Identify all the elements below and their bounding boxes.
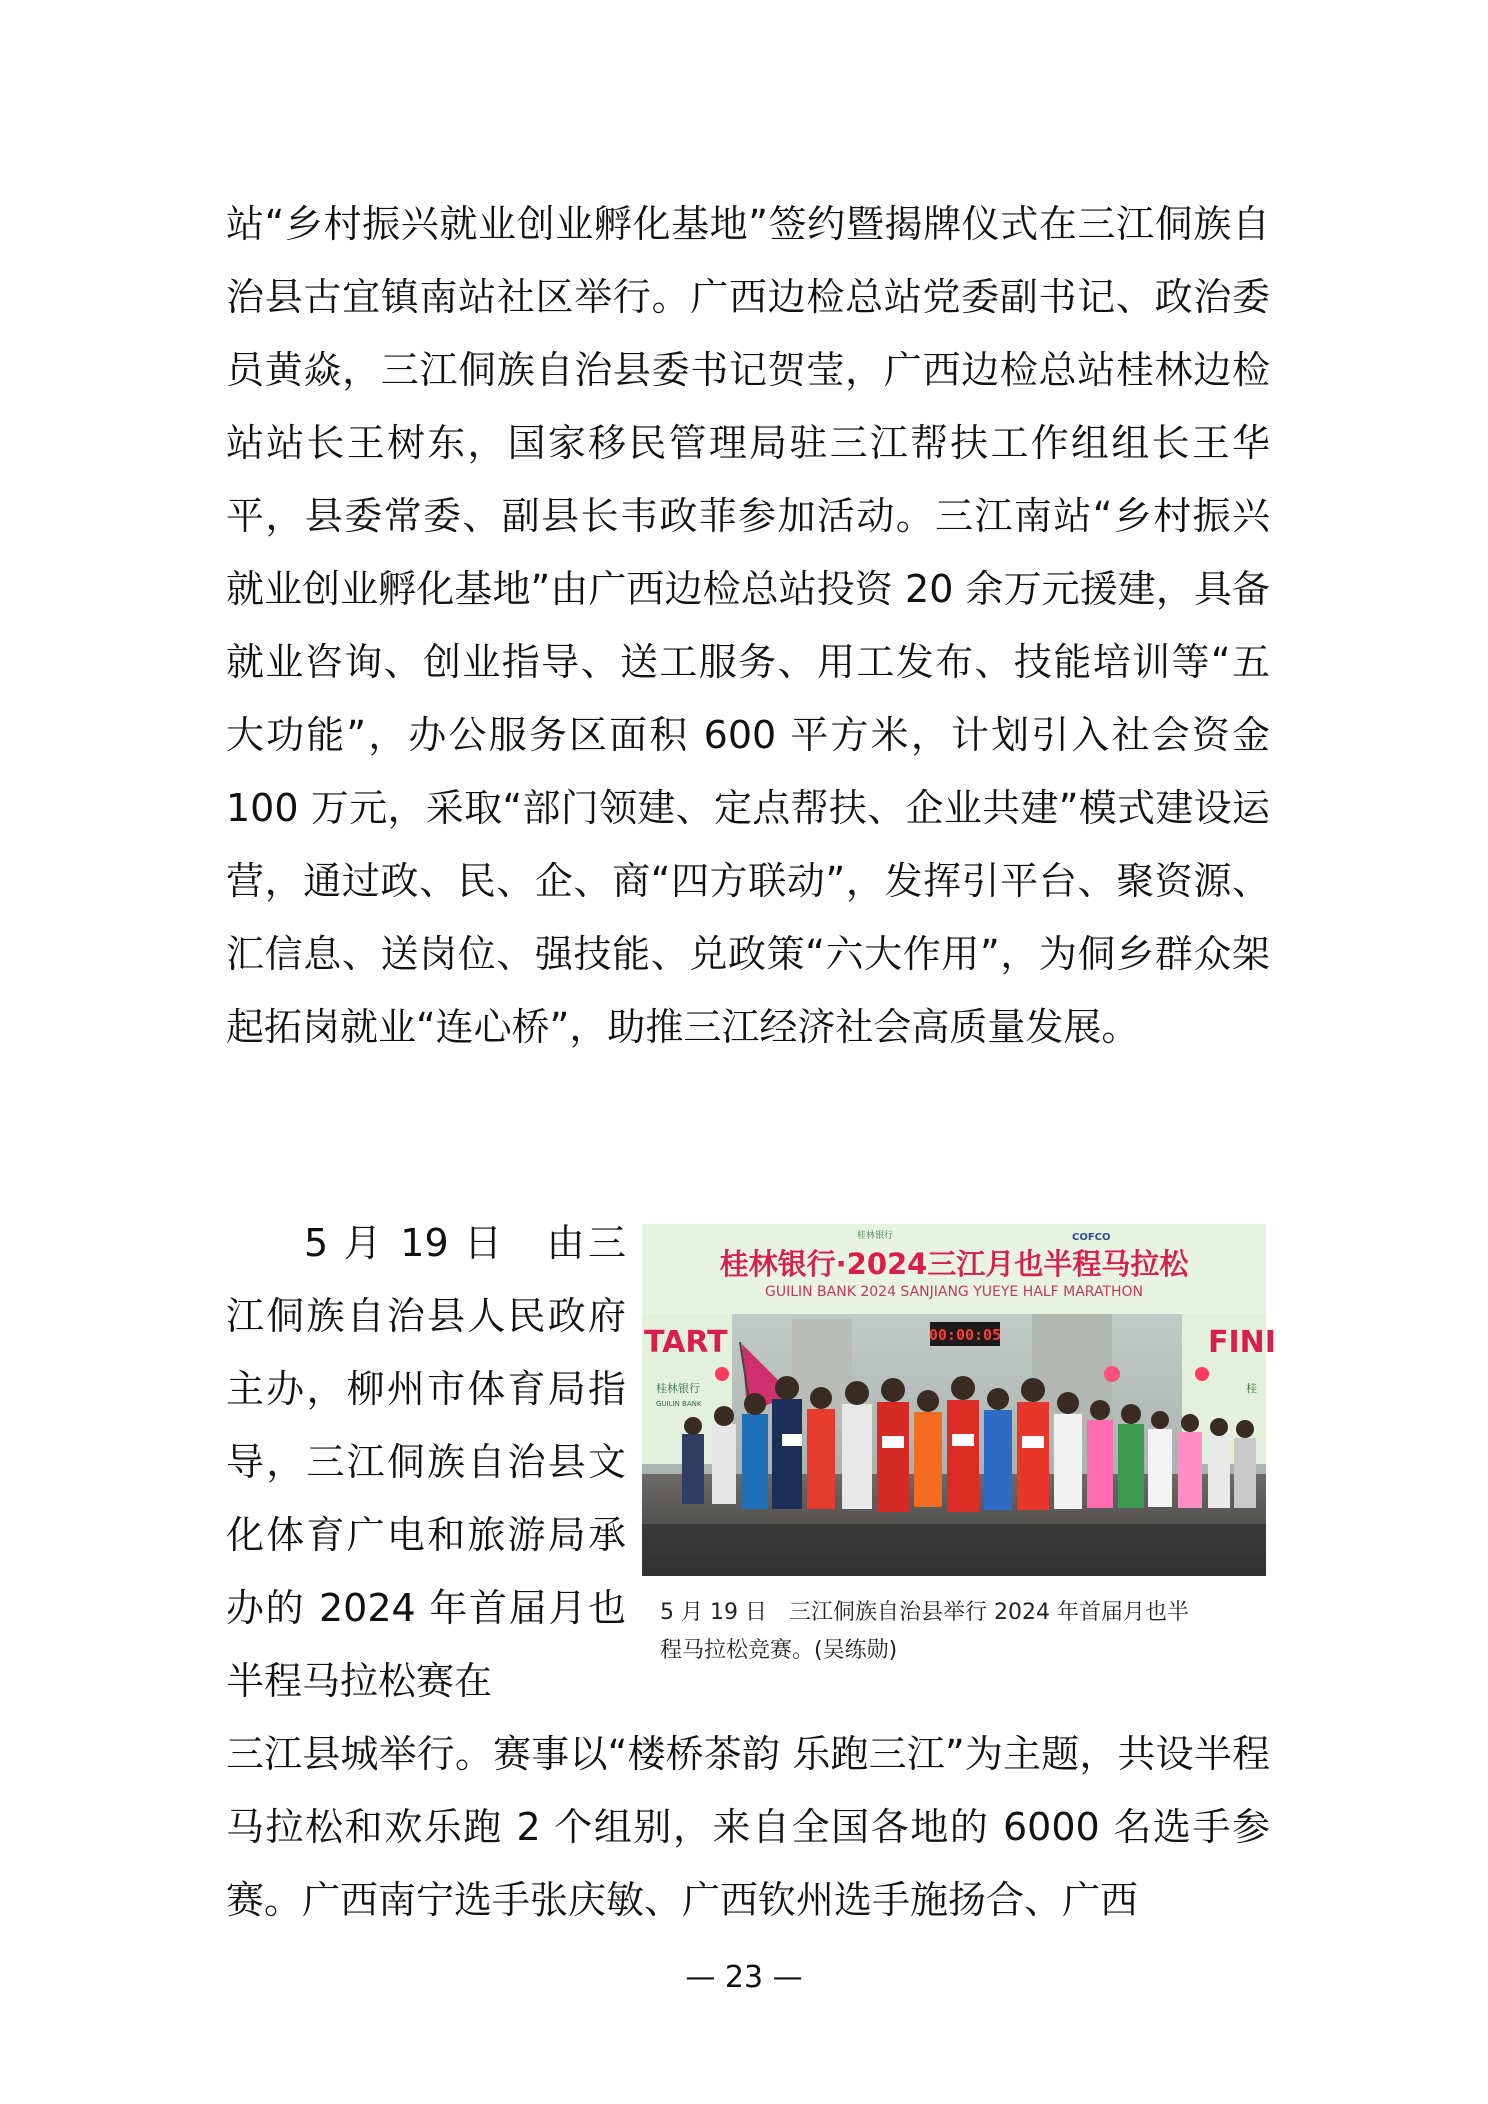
paragraph-body-2-wrapped [226,1207,626,1718]
banner-title: 桂林银行·2024三江月也半程马拉松 [719,1247,1189,1281]
figure-caption [642,1594,1266,1670]
page-number: — 23 — [685,1960,803,1995]
banner-sponsor-right: 桂 [1246,1382,1257,1395]
figure-caption-line-2: 程马拉松竞赛。(吴练勋) [660,1638,898,1663]
banner-subtitle: GUILIN BANK 2024 SANJIANG YUEYE HALF MARATHON [764,1284,1144,1300]
banner-sponsor-top: 桂林银行 [857,1231,894,1241]
banner-start-text: TART [644,1325,728,1360]
figure-caption-line-1: 5 月 19 日 三江侗族自治县举行 2024 年首届月也半 [660,1600,1189,1625]
paragraph-body-2-tail: 三江县城举行。赛事以“楼桥茶韵 乐跑三江”为主题，共设半程马拉松和欢乐跑 2 个组别，来自全国各地的 6000 名选手参赛。广西南宁选手张庆敏、广西钦州选手施扬合、广西 [226,1732,1270,1922]
banner-sponsor-cofco: COFCO [1072,1232,1111,1243]
banner-sponsor-left: 桂林银行 [656,1382,700,1395]
paragraph-body-1: 站“乡村振兴就业创业孵化基地”签约暨揭牌仪式在三江侗族自治县古宜镇南站社区举行。广西边检总站党委副书记、政治委员黄焱，三江侗族自治县委书记贺莹，广西边检总站桂林边检站站长王树东，国家移民管理局驻三江帮扶工作组组长王华平，县委常委、副县长韦政菲参加活动。三江南站“乡村振兴就业创业孵化基地”由广西边检总站投资 20 余万元援建，具备就业咨询、创业指导、送工服务、用工发布、技能培训等“五大功能”，办公服务区面积 600 平方米，计划引入社会资金 100 万元，采取“部门领建、定点帮扶、企业共建”模式建设运营，通过政、民、企、商“四方联动”，发挥引平台、聚资源、汇信息、送岗位、强技能、兑政策“六大作用”，为侗乡群众架起拓岗就业“连心桥”，助推三江经济社会高质量发展。 [226,202,1270,1049]
paragraph-body-2-wrapped-text: 5 月 19 日 由三江侗族自治县人民政府主办，柳州市体育局指导，三江侗族自治县文化体育广电和旅游局承办的 2024 年首届月也半程马拉松赛在 [226,1221,626,1703]
marathon-photo [642,1224,1276,1576]
banner-finish-text: FINI [1208,1325,1276,1360]
banner-sponsor-left-en: GUILIN BANK [656,1400,702,1408]
marathon-figure [642,1224,1276,1670]
race-timer: 00:00:05 [928,1326,1002,1344]
